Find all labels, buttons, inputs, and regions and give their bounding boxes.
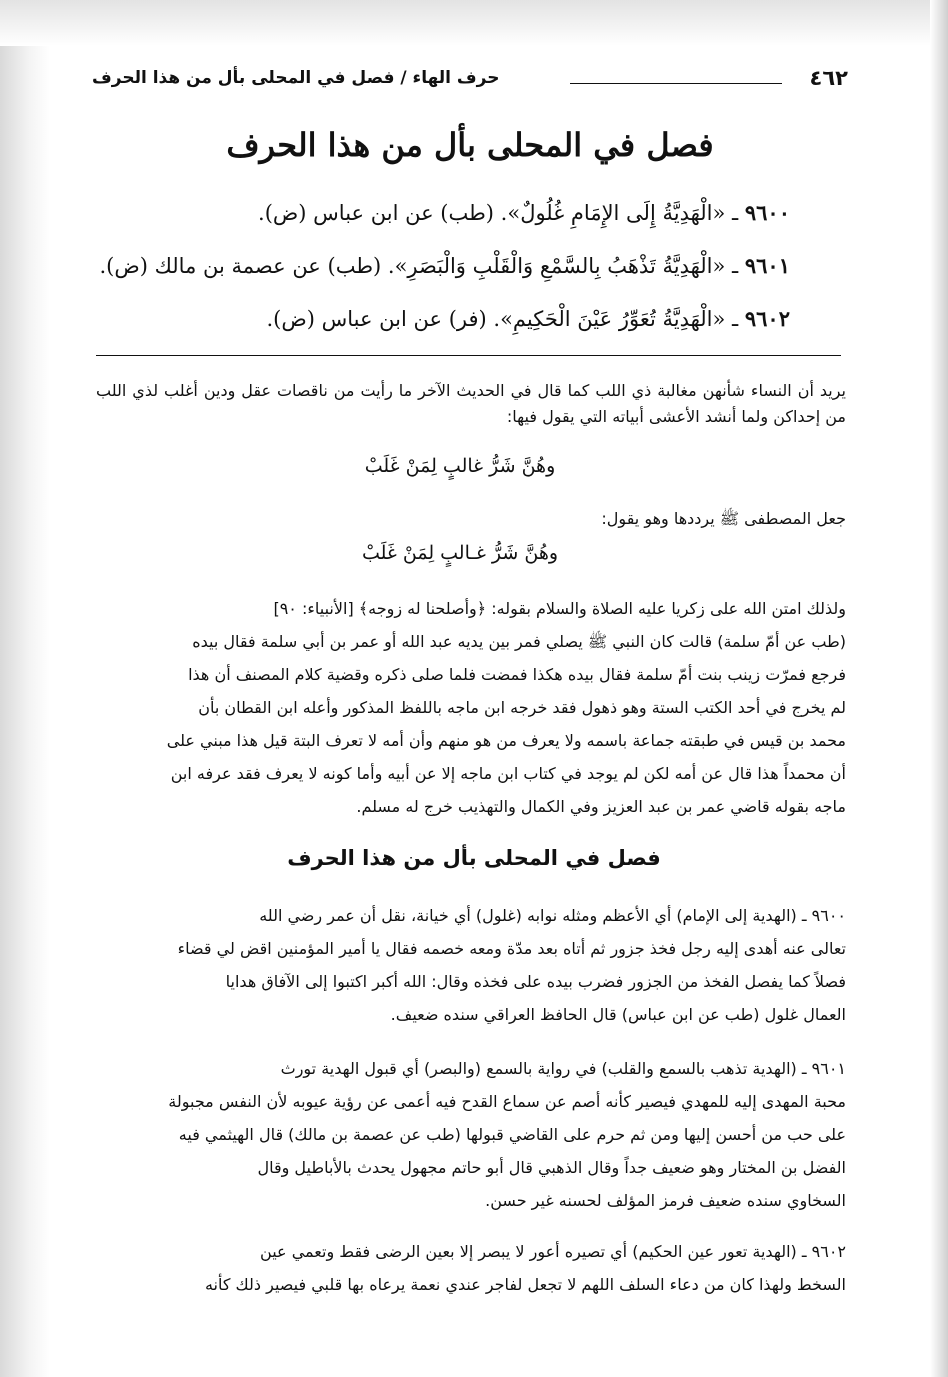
hadith-number: ٩٦٠١ <box>744 253 790 278</box>
commentary-line: لم يخرج في أحد الكتب الستة وهو ذهول فقد خرجه ابن ماجه باللفظ المذكور وأعله ابن القطان بأن <box>198 698 846 717</box>
hadith-entry: ٩٦٠٠ ـ «الْهَدِيَّةُ إِلَى الإِمَامِ غُلُولٌ». (طب) عن ابن عباس (ض). <box>258 200 790 225</box>
commentary-line: تعالى عنه أهدى إليه رجل فخذ جزور ثم أتاه بعد مدّة ومعه خصمه فقال يا أمير المؤمنين اقض لي قضاء <box>177 939 846 958</box>
hadith-text: «الْهَدِيَّةُ تَذْهَبُ بِالسَّمْعِ وَالْقَلْبِ وَالْبَصَرِ». (طب) عن عصمة بن مالك (ض). <box>99 254 726 278</box>
commentary-line: محمد بن قيس في طبقته جماعة باسمه ولا يعرف من هو منهم وأن أمه لا تعرف البتة قيل هذا مبني على <box>166 731 846 750</box>
page-right-shadow <box>930 0 948 1377</box>
hadith-entry: ٩٦٠١ ـ «الْهَدِيَّةُ تَذْهَبُ بِالسَّمْعِ وَالْقَلْبِ وَالْبَصَرِ». (طب) عن عصمة بن مالك (ض). <box>99 253 790 278</box>
hadith-number: ٩٦٠٢ <box>744 306 790 331</box>
page-number: ٤٦٢ <box>809 66 848 90</box>
commentary-paragraph: يريد أن النساء شأنهن مغالبة ذي اللب كما قال في الحديث الآخر ما رأيت من ناقصات عقل ودين أغلب لذي اللب من إحداكن ولما أنشد الأعشى أبياته التي يقول فيها: <box>96 381 846 426</box>
commentary-line: ٩٦٠١ ـ (الهدية تذهب بالسمع والقلب) في رواية بالسمع (والبصر) أي قبول الهدية تورث <box>280 1059 846 1078</box>
poetry-verse: وهُنَّ شَرُّ غالبٍ لِمَنْ غَلَبْ <box>364 455 556 477</box>
commentary-line: فصلاً كما يفصل الفخذ من الجزور فضرب بيده على فخذه وقال: الله أكبر اكتبوا إلى الآفاق هدايا <box>225 972 846 991</box>
commentary-line: ٩٦٠٠ ـ (الهدية إلى الإمام) أي الأعظم ومثله نوابه (غلول) أي خيانة، نقل أن عمر رضي الله <box>259 906 846 925</box>
commentary-line: فرجع فمرّت زينب بنت أمّ سلمة فقال بيده هكذا فمضت فلما صلى ذكره وقضية كلام المصنف أن هذا <box>188 665 846 684</box>
commentary-line: أن محمداً هذا قال عن أمه لكن لم يوجد في كتاب ابن ماجه إلا عن أبيه وأما كونه لا يعرف فقد عرفه ابن <box>170 764 846 783</box>
hadith-text: «الْهَدِيَّةُ إِلَى الإِمَامِ غُلُولٌ». (طب) عن ابن عباس (ض). <box>258 201 726 225</box>
commentary-line: محبة المهدى إليه للمهدي فيصير كأنه أصم عن سماع القدح فيه أعمى عن رؤية عيوبه لأن النفس مجبولة <box>168 1092 846 1111</box>
commentary-line: (طب عن أمّ سلمة) قالت كان النبي ﷺ يصلي فمر بين يديه عبد الله أو عمر بن أبي سلمة فقال بيده <box>192 632 846 651</box>
commentary-line: ٩٦٠٢ ـ (الهدية تعور عين الحكيم) أي تصيره أعور لا يبصر إلا بعين الرضى فقط وتعمي عين <box>260 1242 846 1261</box>
running-head: حرف الهاء / فصل في المحلى بأل من هذا الحرف <box>92 68 500 88</box>
page-top-shadow <box>0 0 948 46</box>
commentary-line: السخاوي سنده ضعيف فرمز المؤلف لحسنه غير حسن. <box>485 1191 846 1210</box>
commentary-line: ماجه بقوله قاضي عمر بن عبد العزيز وفي الكمال والتهذيب خرج له مسلم. <box>356 797 846 816</box>
header-rule <box>570 83 782 84</box>
commentary-line: الفضل بن المختار وهو ضعيف جداً وقال الذهبي قال أبو حاتم مجهول يحدث بالأباطيل وقال <box>257 1158 846 1177</box>
commentary-line: على حب من أحسن إليها ومن ثم حرم على القاضي قبولها (طب عن عصمة بن مالك) قال الهيثمي فيه <box>178 1125 846 1144</box>
section-title: فصل في المحلى بأل من هذا الحرف <box>226 126 714 164</box>
hadith-text: «الْهَدِيَّةُ تُعَوِّرُ عَيْنَ الْحَكِيمِ». (فر) عن ابن عباس (ض). <box>266 307 726 331</box>
hadith-entry: ٩٦٠٢ ـ «الْهَدِيَّةُ تُعَوِّرُ عَيْنَ الْحَكِيمِ». (فر) عن ابن عباس (ض). <box>266 306 790 331</box>
subsection-title: فصل في المحلى بأل من هذا الحرف <box>287 846 661 870</box>
page-edge-shadow <box>0 0 50 1377</box>
commentary-line: السخط ولهذا كان من دعاء السلف اللهم لا تجعل لفاجر عندي نعمة يرعاه بها قلبي فيصير ذلك كأنه <box>204 1275 846 1294</box>
hadith-number: ٩٦٠٠ <box>744 200 790 225</box>
page-header <box>92 66 848 100</box>
poetry-verse: وهُنَّ شَرُّ غـالبٍ لِمَنْ غَلَبْ <box>361 542 559 564</box>
footnote-separator <box>96 355 841 356</box>
commentary-line: ولذلك امتن الله على زكريا عليه الصلاة والسلام بقوله: ﴿وأصلحنا له زوجه﴾ [الأنبياء: ٩٠] <box>273 599 846 618</box>
commentary-paragraph: جعل المصطفى ﷺ يرددها وهو يقول: <box>601 509 846 528</box>
commentary-line: العمال غلول (طب عن ابن عباس) قال الحافظ العراقي سنده ضعيف. <box>390 1005 846 1024</box>
